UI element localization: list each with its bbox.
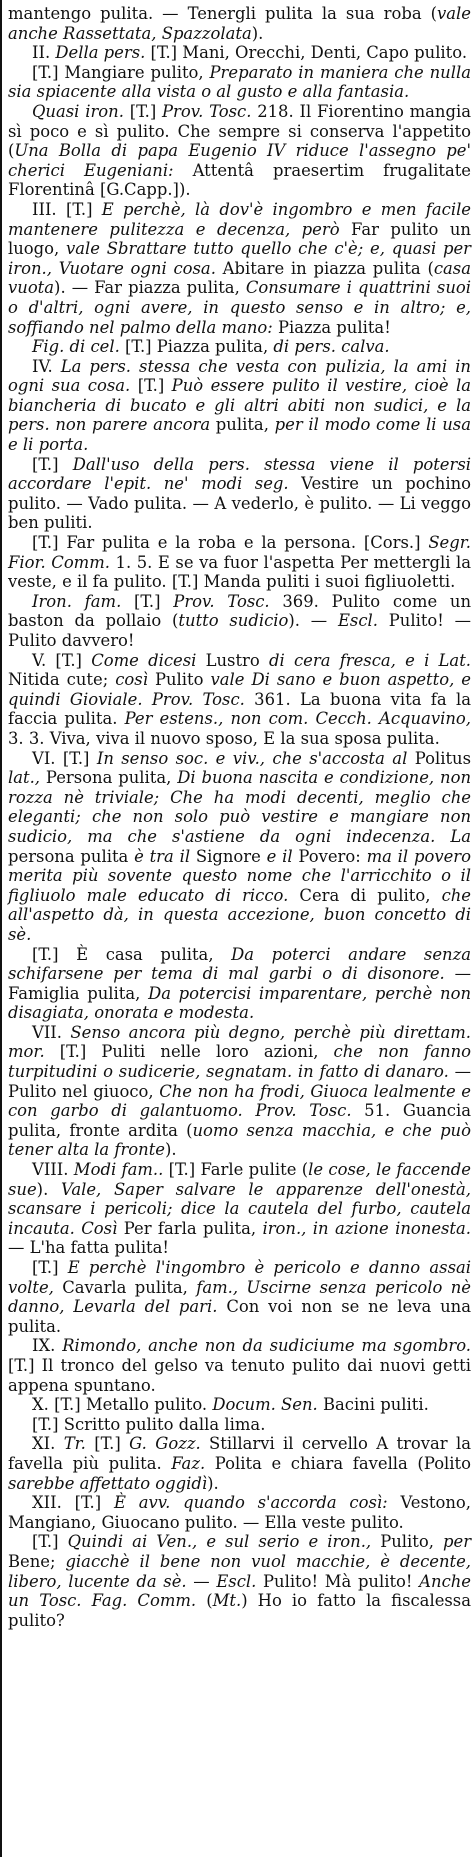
text-segment: 1. 5. E se va fuor l'aspetta Per mettergli la veste, e il fa pulito. [T.] Manda puliti i suoi figliuoletti. bbox=[8, 552, 471, 592]
italic-text: le cose, le faccende sue bbox=[8, 1160, 471, 1199]
text-segment: Lustro bbox=[196, 650, 269, 670]
italic-text: casa vuota bbox=[8, 258, 471, 298]
italic-text: e il bbox=[266, 846, 293, 866]
italic-text: Faz. bbox=[171, 1453, 206, 1473]
text-segment: Vestono, Mangiano, Giuocano pulito. — Ella veste pulito. bbox=[8, 1493, 471, 1532]
italic-text: Da potercisi imparentare, perchè non disagiata, onorata e modesta. bbox=[8, 983, 471, 1023]
italic-text: Preparato in maniera che nulla sia spiacente alla vista o al gusto e alla fantasia. bbox=[8, 62, 471, 102]
italic-text: Vale, Saper salvare le apparenze dell'onestà, scansare i pericoli; dice la cautela del furbo, cautela incauta. Così bbox=[8, 1179, 471, 1238]
italic-text: Fig. di cel. bbox=[32, 337, 120, 357]
italic-text: Da poterci andare senza schifarsene per tema di mal garbi o di disonore. bbox=[8, 944, 471, 984]
italic-text: Una Bolla di papa Eugenio IV riduce l'assegno pe' cherici Eugeniani: bbox=[8, 141, 471, 180]
text-segment: Cera di pulito, bbox=[288, 885, 442, 905]
entry-paragraph bbox=[8, 749, 471, 945]
entry-paragraph bbox=[8, 1160, 471, 1258]
italic-text: Consumare i quattrini suoi o d'altri, ogni avere, in questo senso e in altro; e, soffiando nel palmo della mano: bbox=[8, 278, 471, 337]
entry-paragraph bbox=[8, 651, 471, 749]
italic-text: La pers. stessa che vesta con pulizia, la ami in ogni sua cosa. bbox=[8, 356, 471, 396]
italic-text: Prov. Tosc. bbox=[162, 101, 252, 121]
entry-paragraph bbox=[8, 200, 471, 337]
text-segment: Vestire un pochino pulito. — Vado pulita. — A vederlo, è pulito. — Li veggo ben puliti. bbox=[8, 474, 471, 533]
italic-text: sarebbe affettato oggidì bbox=[8, 1473, 208, 1493]
entry-paragraph bbox=[8, 1258, 471, 1336]
text-segment: Bacini puliti. bbox=[317, 1395, 429, 1415]
text-segment: ( bbox=[196, 1591, 213, 1611]
italic-text: Docum. Sen. bbox=[212, 1395, 318, 1415]
text-segment: 3. 3. Viva, viva il nuovo sposo, E la sua sposa pulita. bbox=[8, 728, 440, 748]
text-segment: ). — bbox=[288, 611, 338, 631]
entry-paragraph bbox=[8, 533, 471, 592]
italic-text: vale anche Rassettata, Spazzolata bbox=[8, 4, 471, 43]
text-segment: Piazza pulita! bbox=[272, 317, 391, 337]
text-segment: — L'ha fatta pulita! bbox=[8, 1238, 170, 1258]
italic-text: Prov. Tosc. bbox=[255, 1101, 352, 1121]
text-segment bbox=[243, 1101, 256, 1120]
text-segment: [T.] Piazza pulita, bbox=[119, 337, 274, 357]
italic-text: Escl. bbox=[337, 611, 378, 631]
italic-text: per il modo come li usa e li porta. bbox=[8, 415, 471, 455]
italic-text: Iron. fam. bbox=[32, 591, 122, 611]
text-segment: [T.] Farle pulite ( bbox=[163, 1160, 309, 1180]
text-segment: VII. bbox=[32, 1022, 71, 1042]
text-segment: — Pulito nel giuoco, bbox=[8, 1062, 471, 1101]
text-segment: [T.] bbox=[85, 1434, 130, 1454]
italic-text: Mt. bbox=[212, 1591, 242, 1611]
italic-text: di cera fresca, e i Lat. bbox=[269, 650, 472, 670]
italic-text: Tr. bbox=[63, 1434, 86, 1454]
entry-paragraph bbox=[8, 63, 471, 102]
italic-text: giacchè il bene non vuol macchie, è decente, libero, lucente da sè. bbox=[8, 1551, 471, 1591]
text-segment: IV. bbox=[32, 356, 61, 376]
text-segment: ) Ho io fatto la fiscalessa pulito? bbox=[8, 1591, 471, 1630]
entry-paragraph bbox=[8, 102, 471, 200]
text-segment: Povero: bbox=[292, 846, 367, 866]
italic-text: Di buona nascita e condizione, non rozza nè triviale; Che ha modi decenti, meglio che eleganti; che non solo può vestire e mangiare non sudicio, ma che s'astiene da ogni indecenza. La bbox=[8, 768, 471, 846]
entry-paragraph bbox=[8, 1493, 471, 1532]
italic-text: ma il povero merita più sovente questo nome che l'arricchito o il figliuolo male educato di ricco. bbox=[8, 846, 471, 905]
text-segment: II. bbox=[32, 43, 56, 63]
text-segment: Politus bbox=[407, 748, 471, 768]
italic-text: Che non ha frodi, Giuoca lealmente e con garbo di galantuomo. bbox=[8, 1081, 471, 1121]
text-segment: [T.] bbox=[123, 101, 163, 121]
italic-text: per bbox=[443, 1532, 472, 1552]
italic-text: Escl. bbox=[216, 1571, 257, 1591]
text-segment: 51. Guancia pulita, fronte ardita ( bbox=[8, 1101, 471, 1140]
italic-text: che all'aspetto dà, in questa accezione, buon concetto di sè. bbox=[8, 885, 471, 944]
italic-text: Quindi ai Ven., e sul serio e iron., bbox=[67, 1532, 372, 1552]
text-segment: XII. [T.] bbox=[32, 1493, 114, 1513]
text-segment: XI. bbox=[32, 1434, 64, 1454]
entry-paragraph bbox=[8, 4, 471, 43]
text-segment: mantengo pulita. — Tenergli pulita la sua roba ( bbox=[8, 4, 438, 23]
text-segment: ). bbox=[36, 1179, 61, 1199]
italic-text: vale Sbrattare tutto quello che c'è; e, quasi per iron., bbox=[8, 239, 471, 278]
text-segment: [T.] È casa pulita, bbox=[32, 944, 232, 964]
italic-text: Prov. Tosc. bbox=[151, 689, 245, 709]
italic-text: Segr. Fior. Comm. bbox=[8, 533, 471, 572]
text-segment: Per farla pulita, bbox=[117, 1218, 263, 1238]
entry-paragraph bbox=[8, 357, 471, 455]
text-segment: ). — Far piazza pulita, bbox=[54, 278, 246, 298]
text-segment: persona pulita bbox=[8, 846, 135, 866]
text-segment: pulita, bbox=[210, 415, 275, 435]
italic-text: uomo senza macchia, e che può tener alta la fronte bbox=[8, 1120, 471, 1160]
text-segment: ). bbox=[207, 1473, 219, 1493]
text-segment: [T.] bbox=[130, 376, 172, 396]
text-segment: [T.] Far pulita e la roba e la persona. [Cors.] bbox=[32, 533, 429, 553]
entry-paragraph bbox=[8, 337, 471, 357]
entry-paragraph bbox=[8, 43, 471, 63]
text-segment: Bene; bbox=[8, 1551, 66, 1571]
text-segment: — Famiglia pulita, bbox=[8, 964, 471, 1003]
text-segment: [T.] Mani, Orecchi, Denti, Capo pulito. bbox=[145, 43, 468, 63]
text-segment: VIII. bbox=[32, 1160, 74, 1180]
italic-text: G. Gozz. bbox=[129, 1434, 201, 1454]
text-segment: [T.] Puliti nelle loro azioni, bbox=[44, 1042, 334, 1062]
entry-paragraph bbox=[8, 1395, 471, 1415]
text-segment: [T.] Mangiare pulito, bbox=[32, 62, 210, 82]
text-segment: Polita e chiara favella (Polito bbox=[205, 1453, 472, 1473]
text-segment: [T.] Scritto pulito dalla lima. bbox=[32, 1414, 266, 1434]
italic-text: vale Di sano e buon aspetto, e quindi Gioviale. bbox=[8, 670, 471, 709]
text-segment: Abitare in piazza pulita ( bbox=[215, 258, 434, 278]
italic-text: che non fanno turpitudini o sudicerie, segnatam. in fatto di danaro. bbox=[8, 1042, 471, 1082]
text-segment: Pulito bbox=[147, 670, 211, 690]
italic-text: Come dicesi bbox=[91, 650, 197, 670]
italic-text: Quasi iron. bbox=[32, 101, 124, 121]
text-segment: Nitida cute; bbox=[8, 670, 116, 690]
italic-text: E perchè l'ingombro è pericolo e danno assai volte, bbox=[8, 1258, 472, 1297]
text-segment: V. [T.] bbox=[32, 650, 92, 670]
text-segment: Pulito! Mà pulito! bbox=[256, 1571, 420, 1591]
text-segment: ). bbox=[165, 1140, 177, 1160]
text-segment: [T.] bbox=[121, 591, 174, 611]
text-segment: 218. Il Fiorentino mangia sì poco e sì pulito. Che sempre si conserva l'appetito ( bbox=[8, 101, 471, 161]
text-segment: Stillarvi il cervello A trovar la favella più pulita. bbox=[8, 1434, 471, 1473]
text-segment: ). bbox=[251, 23, 264, 43]
text-segment: IX. bbox=[32, 1336, 63, 1356]
italic-text: Modi fam.. bbox=[73, 1160, 164, 1180]
text-segment: Attentâ praesertim frugalitate Florentinâ [G.Capp.]). bbox=[8, 160, 471, 200]
entry-paragraph bbox=[8, 1415, 471, 1435]
text-segment bbox=[52, 259, 59, 278]
italic-text: fam., Uscirne senza pericolo nè danno, Levarla del pari. bbox=[8, 1277, 471, 1317]
text-segment: Persona pulita, bbox=[40, 768, 178, 788]
italic-text: di pers. calva. bbox=[273, 337, 390, 357]
text-segment bbox=[308, 709, 315, 728]
text-segment: 369. Pulito come un baston da pollaio ( bbox=[8, 591, 472, 631]
text-segment: [T.] bbox=[32, 1258, 68, 1277]
italic-text: Senso ancora più degno, perchè più direttam. mor. bbox=[8, 1022, 471, 1062]
italic-text: Dall'uso della pers. stessa viene il potersi accordare l'epit. ne' modi seg. bbox=[8, 454, 471, 494]
italic-text: Della pers. bbox=[55, 43, 146, 63]
text-segment: Con voi non se ne leva una pulita. bbox=[8, 1297, 471, 1336]
text-segment bbox=[143, 690, 152, 709]
entry-paragraph bbox=[8, 1434, 471, 1493]
text-segment: [T.] bbox=[32, 454, 73, 474]
entry-paragraph bbox=[8, 455, 471, 533]
italic-text: In senso soc. e viv., che s'accosta al bbox=[96, 748, 408, 768]
italic-text: così bbox=[115, 670, 148, 690]
text-segment: Pulito! — Pulito davvero! bbox=[8, 611, 472, 650]
text-segment: Far pulito un luogo, bbox=[8, 219, 471, 259]
italic-text: Vuotare ogni cosa. bbox=[58, 258, 216, 278]
entry-paragraph bbox=[8, 1023, 471, 1160]
text-segment: X. [T.] Metallo pulito. bbox=[32, 1395, 213, 1415]
italic-text: Può essere pulito il vestire, cioè la biancheria di bucato e gli altri abiti non sudici, e la pers. non parere ancora bbox=[8, 376, 471, 435]
italic-text: Cecch. Acquavino, bbox=[315, 709, 471, 729]
italic-text: iron., in azione inonesta. bbox=[262, 1218, 471, 1238]
italic-text: tutto sudicio bbox=[178, 611, 289, 631]
entry-paragraph bbox=[8, 592, 471, 651]
text-segment: [T.] Il tronco del gelso va tenuto pulito dai nuovi getti appena spuntano. bbox=[8, 1355, 471, 1395]
italic-text: Prov. Tosc. bbox=[173, 591, 270, 611]
entry-paragraph bbox=[8, 1532, 471, 1630]
entry-paragraph bbox=[8, 1336, 471, 1395]
text-segment: — bbox=[186, 1571, 217, 1591]
italic-text: lat., bbox=[8, 768, 41, 788]
text-segment: Cavarla pulita, bbox=[53, 1277, 197, 1297]
italic-text: È avv. quando s'accorda così: bbox=[113, 1493, 388, 1513]
text-segment: [T.] bbox=[32, 1532, 68, 1552]
italic-text: Rimondo, anche non da sudiciume ma sgombro. bbox=[62, 1336, 471, 1356]
italic-text: E perchè, là dov'è ingombro e men facile mantenere pulitezza e decenza, però bbox=[8, 199, 472, 239]
text-segment: III. [T.] bbox=[32, 199, 102, 219]
text-segment: 361. La buona vita fa la faccia pulita. bbox=[8, 689, 472, 729]
italic-text: è tra il bbox=[134, 846, 191, 866]
text-segment: Signore bbox=[190, 846, 267, 866]
italic-text: Anche un Tosc. Fag. Comm. bbox=[8, 1571, 472, 1611]
text-segment: VI. [T.] bbox=[32, 748, 97, 768]
entry-paragraph bbox=[8, 945, 471, 1023]
italic-text: Per estens., non com. bbox=[124, 709, 309, 729]
text-segment: Pulito, bbox=[371, 1532, 443, 1552]
